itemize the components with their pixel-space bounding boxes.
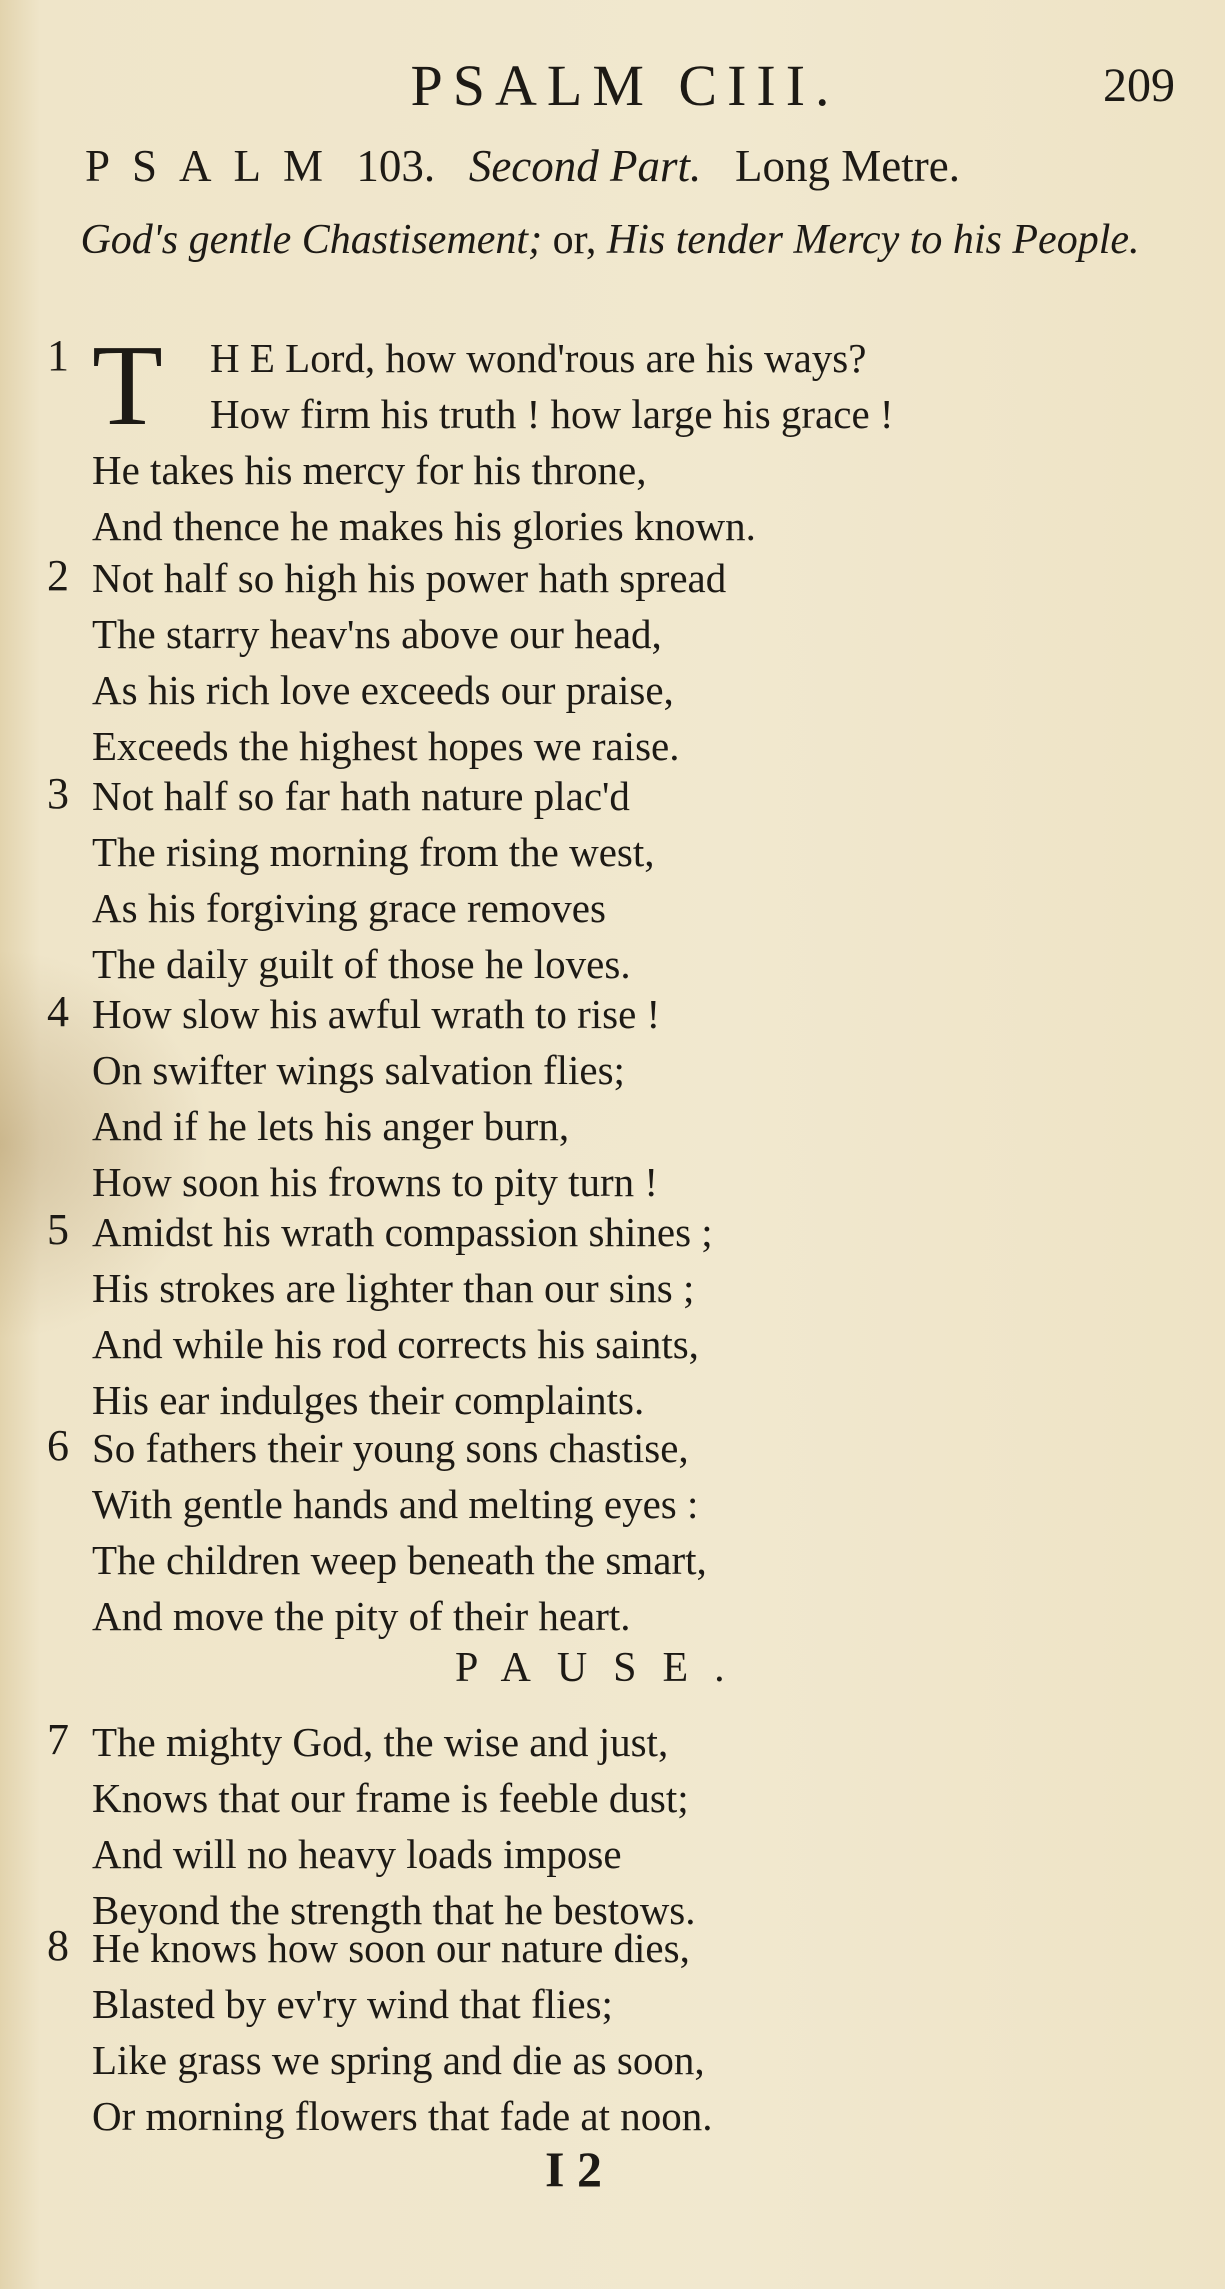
verse-line: The starry heav'ns above our head, [92,611,662,657]
verse-line: Like grass we spring and die as soon, [92,2037,705,2083]
verse-line: How firm his truth ! how large his grace ! [210,391,894,437]
psalm-word: PSALM [85,141,346,191]
verse-line: H E Lord, how wond'rous are his ways? [210,335,867,381]
verse-line: And thence he makes his glories known. [92,503,756,549]
psalm-part: Second Part. [468,141,702,191]
verse-line: Beyond the strength that he bestows. [92,1887,696,1933]
verse-line: Amidst his wrath compassion shines ; [92,1209,713,1255]
verse-line: As his forgiving grace removes [92,885,606,931]
verse-number: 3 [47,769,69,818]
verse-line: And if he lets his anger burn, [92,1103,570,1149]
signature-mark: I 2 [545,2141,602,2197]
verse-line: Blasted by ev'ry wind that flies; [92,1981,613,2027]
verse-number: 7 [47,1715,69,1764]
verse-number: 5 [47,1205,69,1254]
subtitle-or: or, [542,217,607,263]
verse-line: Knows that our frame is feeble dust; [92,1775,689,1821]
psalm-subtitle [50,212,1170,268]
verse-line: The mighty God, the wise and just, [92,1719,669,1765]
subtitle-part-2: His tender Mercy to his People. [606,217,1140,263]
drop-cap: T [92,322,163,450]
psalm-heading [85,140,1165,192]
verse-line: How soon his frowns to pity turn ! [92,1159,659,1205]
subtitle-part-1: God's gentle Chastisement; [80,217,543,263]
verse-line: And move the pity of their heart. [92,1593,631,1639]
verse-line: His strokes are lighter than our sins ; [92,1265,695,1311]
verse-number: 1 [47,331,69,380]
psalm-number: 103. [356,141,436,191]
verse-line: He knows how soon our nature dies, [92,1925,690,1971]
verse-number: 4 [47,987,69,1036]
verse-line: Not half so high his power hath spread [92,555,727,601]
verse-line: And will no heavy loads impose [92,1831,622,1877]
verse-line: And while his rod corrects his saints, [92,1321,699,1367]
verse-number: 2 [47,551,69,600]
verse-number: 6 [47,1421,69,1470]
verse-line: He takes his mercy for his throne, [92,447,647,493]
psalm-metre: Long Metre. [735,141,960,191]
verse-line: So fathers their young sons chastise, [92,1425,689,1471]
verse-line: The children weep beneath the smart, [92,1537,707,1583]
verse-line: As his rich love exceeds our praise, [92,667,674,713]
verse-line: Not half so far hath nature plac'd [92,773,630,819]
verse-number: 8 [47,1921,69,1970]
verse-line: The rising morning from the west, [92,829,655,875]
verse-line: The daily guilt of those he loves. [92,941,631,987]
running-title: PSALM CIII. [410,53,840,118]
verse-line: How slow his awful wrath to rise ! [92,991,661,1037]
page-number: 209 [1103,59,1175,112]
verse-line: His ear indulges their complaints. [92,1377,645,1423]
pause-heading: PAUSE. [455,1645,751,1691]
verse-line: Exceeds the highest hopes we raise. [92,723,680,769]
verse-line: With gentle hands and melting eyes : [92,1481,699,1527]
verse-line: On swifter wings salvation flies; [92,1047,625,1093]
verse-line: Or morning flowers that fade at noon. [92,2093,713,2139]
